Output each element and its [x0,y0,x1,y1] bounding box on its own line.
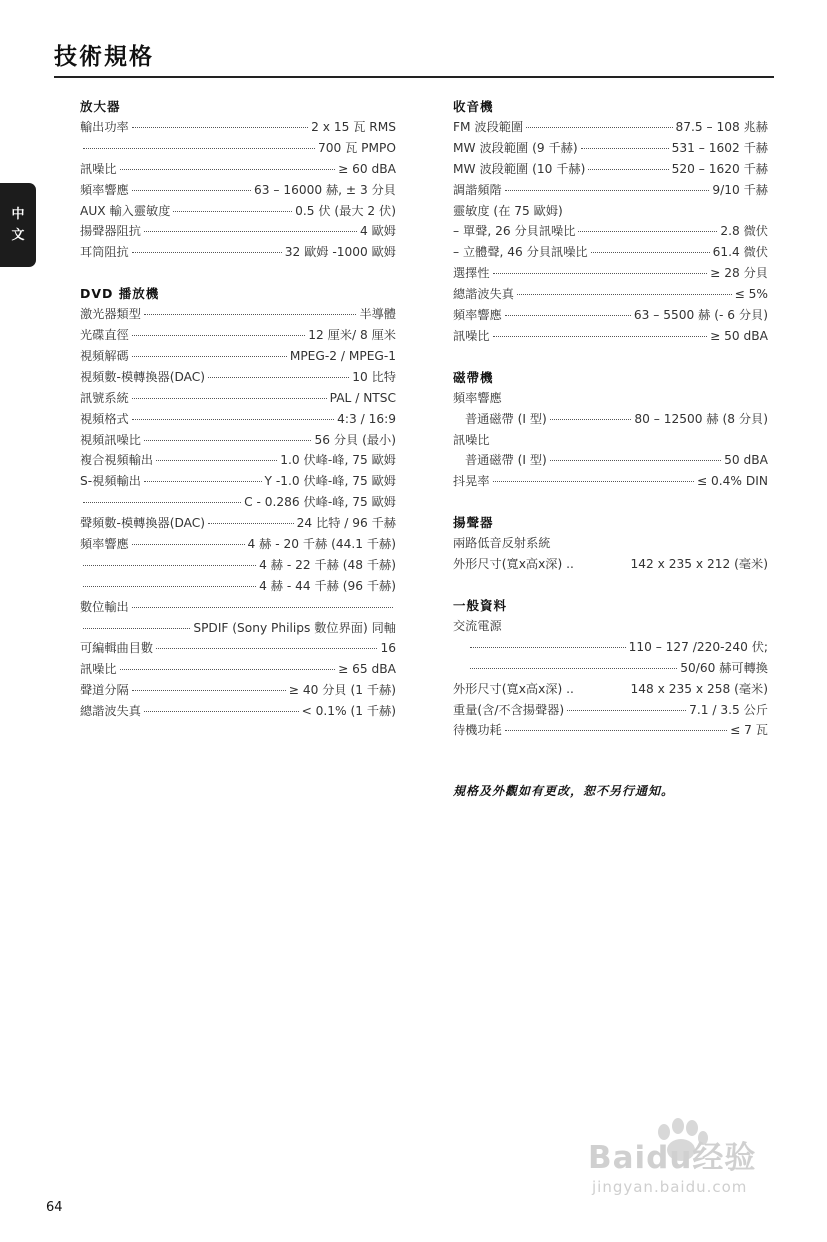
dot-leader [526,127,672,128]
spec-value: 4:3 / 16:9 [337,411,396,426]
spec-label: 頻率響應 [80,182,129,197]
dot-leader [156,648,377,649]
dot-leader [144,231,357,232]
dot-leader [132,419,334,420]
spec-row [80,450,396,471]
spec-row [80,471,396,492]
spec-value: 80 – 12500 赫 (8 分貝) [634,411,768,426]
spec-row [80,576,396,597]
dot-leader [132,190,251,191]
spec-row [80,346,396,367]
spec-value: ≥ 50 dBA [710,328,768,343]
spec-label: 視頻訊噪比 [80,432,141,447]
spec-label: 外形尺寸(寬x高x深) .. [453,681,574,696]
spec-row [80,242,396,263]
dot-leader [567,710,686,711]
spec-label: 聲道分隔 [80,683,129,698]
dot-leader [132,544,245,545]
spec-value: 63 – 5500 赫 (- 6 分貝) [633,308,768,323]
spec-row [453,700,768,721]
spec-row [453,658,768,679]
spec-row [80,367,396,388]
spec-label: 總諧波失真 [80,704,141,719]
spec-value: 半導體 [359,307,396,322]
spec-value: ≥ 28 分貝 [710,266,768,281]
spec-row [80,117,396,138]
spec-row [453,450,768,471]
spec-row [80,388,396,409]
spec-value: MPEG-2 / MPEG-1 [289,349,396,364]
spec-row [453,388,768,409]
spec-value: < 0.1% (1 千赫) [301,704,396,719]
spec-value: ≥ 40 分貝 (1 千赫) [288,683,396,698]
dot-leader [588,169,668,170]
spec-label: 複合視頻輸出 [80,453,154,468]
dot-leader [505,730,727,731]
spec-value: 531 – 1602 千赫 [671,140,768,155]
spec-label: MW 波段範圍 (9 千赫) [453,140,578,155]
dot-leader [83,586,256,587]
spec-value: 50/60 赫可轉換 [680,660,768,675]
spec-row [80,555,396,576]
spec-label: FM 波段範圍 [453,120,524,134]
spec-label: 頻率響應 [453,308,502,323]
dot-leader [144,440,312,441]
spec-row [453,533,768,554]
spec-row [453,305,768,326]
section-gap [80,263,396,283]
spec-row [453,471,768,492]
spec-label: 可編輯曲目數 [80,641,154,656]
spec-value: 520 – 1620 千赫 [671,161,768,176]
spec-value: 148 x 235 x 258 (毫米) [630,681,768,696]
page-title: 技術規格 [54,44,154,70]
spec-row [453,637,768,658]
spec-value: ≤ 0.4% DIN [696,474,768,489]
dot-leader [83,565,256,566]
spec-value: 4 歐姆 [359,224,396,239]
spec-row [80,221,396,242]
spec-row [453,616,768,637]
spec-value: 87.5 – 108 兆赫 [675,120,768,134]
section-gap [453,347,768,367]
spec-value: C - 0.286 伏峰-峰, 75 歐姆 [244,495,396,510]
spec-label: S-視頻輸出 [80,474,141,489]
dot-leader [156,460,277,461]
dot-leader [83,148,315,149]
spec-value: 2.8 微伏 [720,224,768,239]
spec-value: 61.4 微伏 [712,245,768,260]
spec-row [453,326,768,347]
spec-row [453,221,768,242]
spec-label: 訊噪比 [80,662,117,677]
dot-leader [83,502,241,503]
spec-label: 兩路低音反射系統 [453,536,551,551]
dot-leader [132,335,306,336]
dot-leader [208,523,294,524]
section-heading: 揚聲器 [453,515,494,531]
dot-leader [144,711,299,712]
spec-row [80,304,396,325]
page-number: 64 [46,1200,63,1215]
dot-leader [550,419,632,420]
left-spec-column [80,96,396,722]
spec-value: 9/10 千赫 [712,182,768,197]
spec-row [453,117,768,138]
dot-leader [505,190,710,191]
spec-label: 總諧波失真 [453,287,514,302]
spec-value: 4 赫 - 20 千赫 (44.1 千赫) [247,537,396,552]
spec-row [80,659,396,680]
dot-leader [83,628,190,629]
spec-label: 抖晃率 [453,474,490,489]
spec-label: 普通磁帶 (I 型) [465,453,547,468]
section-gap [453,575,768,595]
spec-label: 靈敏度 (在 75 歐姆) [453,203,563,218]
spec-label: 輸出功率 [80,120,129,134]
spec-label: 視頻數-模轉換器(DAC) [80,369,206,384]
spec-label: 頻率響應 [80,537,129,552]
dot-leader [517,294,732,295]
spec-label: 視頻解碼 [80,349,129,364]
spec-value: ≤ 5% [734,287,768,302]
spec-row [453,263,768,284]
spec-label: 訊號系統 [80,390,129,405]
dot-leader [493,481,694,482]
spec-label: 訊噪比 [453,432,490,447]
dot-leader [132,690,286,691]
spec-value: 24 比特 / 96 千赫 [296,516,396,531]
spec-label: MW 波段範圍 (10 千赫) [453,161,586,176]
spec-row [80,430,396,451]
spec-row [453,430,768,451]
section-heading: 一般資料 [453,598,508,614]
spec-value: 4 赫 - 22 千赫 (48 千赫) [259,557,396,572]
spec-label: 光碟直徑 [80,328,129,343]
dot-leader [132,607,393,608]
spec-row [453,409,768,430]
dot-leader [132,398,327,399]
spec-row [453,159,768,180]
dot-leader [470,668,677,669]
spec-row [80,597,396,618]
spec-row [453,679,768,700]
watermark-logo: Baidu经验 [588,1140,757,1176]
dot-leader [550,460,721,461]
section-heading: 收音機 [453,99,494,114]
dot-leader [581,148,669,149]
side-tab-char-2: 文 [11,228,25,243]
spec-row [80,325,396,346]
spec-value: 4 赫 - 44 千赫 (96 千赫) [259,578,396,593]
dot-leader [144,481,262,482]
spec-value: 16 [380,641,396,656]
spec-label: 普通磁帶 (I 型) [465,411,547,426]
spec-label: 聲頻數-模轉換器(DAC) [80,516,206,531]
dot-leader [132,252,282,253]
dot-leader [470,647,626,648]
spec-label: 激光器類型 [80,307,141,322]
title-divider [54,76,774,78]
spec-label: 調諧頻階 [453,182,502,197]
spec-row [80,138,396,159]
spec-row [80,638,396,659]
spec-value: ≥ 60 dBA [338,161,396,176]
spec-label: AUX 輸入靈敏度 [80,203,171,218]
spec-row [80,201,396,222]
spec-label: – 單聲, 26 分貝訊噪比 [453,224,576,239]
spec-label: 耳筒阻抗 [80,245,129,260]
spec-value: 0.5 伏 (最大 2 伏) [295,203,396,218]
spec-label: 重量(含/不含揚聲器) [453,702,565,717]
dot-leader [208,377,349,378]
spec-label: 揚聲器阻抗 [80,224,141,239]
specification-footnote: 規格及外觀如有更改，恕不另行通知。 [453,784,675,798]
spec-label: 交流電源 [453,619,502,634]
spec-label: 訊噪比 [453,328,490,343]
spec-value: PAL / NTSC [329,390,396,405]
spec-value: 1.0 伏峰-峰, 75 歐姆 [280,453,396,468]
spec-value: SPDIF (Sony Philips 數位界面) 同軸 [193,620,396,635]
side-tab-char-1: 中 [11,207,25,222]
spec-row [453,180,768,201]
spec-row [453,201,768,222]
spec-row [80,159,396,180]
spec-row [453,720,768,741]
spec-label: – 立體聲, 46 分貝訊噪比 [453,245,588,260]
spec-value: 63 – 16000 赫, ± 3 分貝 [253,182,396,197]
right-spec-column [453,96,768,741]
dot-leader [505,315,631,316]
dot-leader [132,356,287,357]
section-gap [453,492,768,512]
spec-label: 頻率響應 [453,390,502,405]
dot-leader [120,169,336,170]
language-side-tab [0,183,36,267]
spec-row [453,554,768,575]
spec-row [80,513,396,534]
section-heading: DVD 播放機 [80,286,160,302]
section-heading: 磁帶機 [453,369,494,385]
spec-row [80,492,396,513]
dot-leader [493,273,708,274]
spec-label: 選擇性 [453,266,490,281]
spec-row [80,618,396,639]
spec-value: 50 dBA [724,453,768,468]
spec-label: 視頻格式 [80,411,129,426]
spec-row [453,242,768,263]
dot-leader [120,669,336,670]
spec-label: 訊噪比 [80,161,117,176]
spec-row [80,409,396,430]
dot-leader [144,314,357,315]
spec-row [80,680,396,701]
spec-value: 2 x 15 瓦 RMS [311,120,396,134]
spec-value: 7.1 / 3.5 公斤 [689,702,768,717]
spec-value: 110 – 127 /220-240 伏; [628,639,768,654]
spec-value: ≥ 65 dBA [338,662,396,677]
spec-row [80,534,396,555]
spec-value: 142 x 235 x 212 (毫米) [630,557,768,572]
spec-value: 700 瓦 PMPO [317,140,396,155]
dot-leader [578,231,717,232]
dot-leader [173,211,292,212]
spec-row [80,701,396,722]
spec-label: 外形尺寸(寬x高x深) .. [453,557,574,572]
spec-value: 10 比特 [352,369,396,384]
spec-row [453,284,768,305]
spec-value: 12 厘米/ 8 厘米 [308,328,396,343]
section-heading: 放大器 [80,99,121,114]
spec-label: 待機功耗 [453,723,502,738]
dot-leader [591,252,710,253]
watermark-url: jingyan.baidu.com [592,1178,748,1196]
spec-value: ≤ 7 瓦 [730,723,768,738]
spec-label: 數位輸出 [80,599,129,614]
dot-leader [493,336,708,337]
baidu-watermark [588,1118,778,1200]
spec-value: Y -1.0 伏峰-峰, 75 歐姆 [264,474,396,489]
dot-leader [132,127,308,128]
spec-row [80,180,396,201]
spec-row [453,138,768,159]
spec-value: 32 歐姆 -1000 歐姆 [284,245,396,260]
spec-value: 56 分貝 (最小) [314,432,396,447]
